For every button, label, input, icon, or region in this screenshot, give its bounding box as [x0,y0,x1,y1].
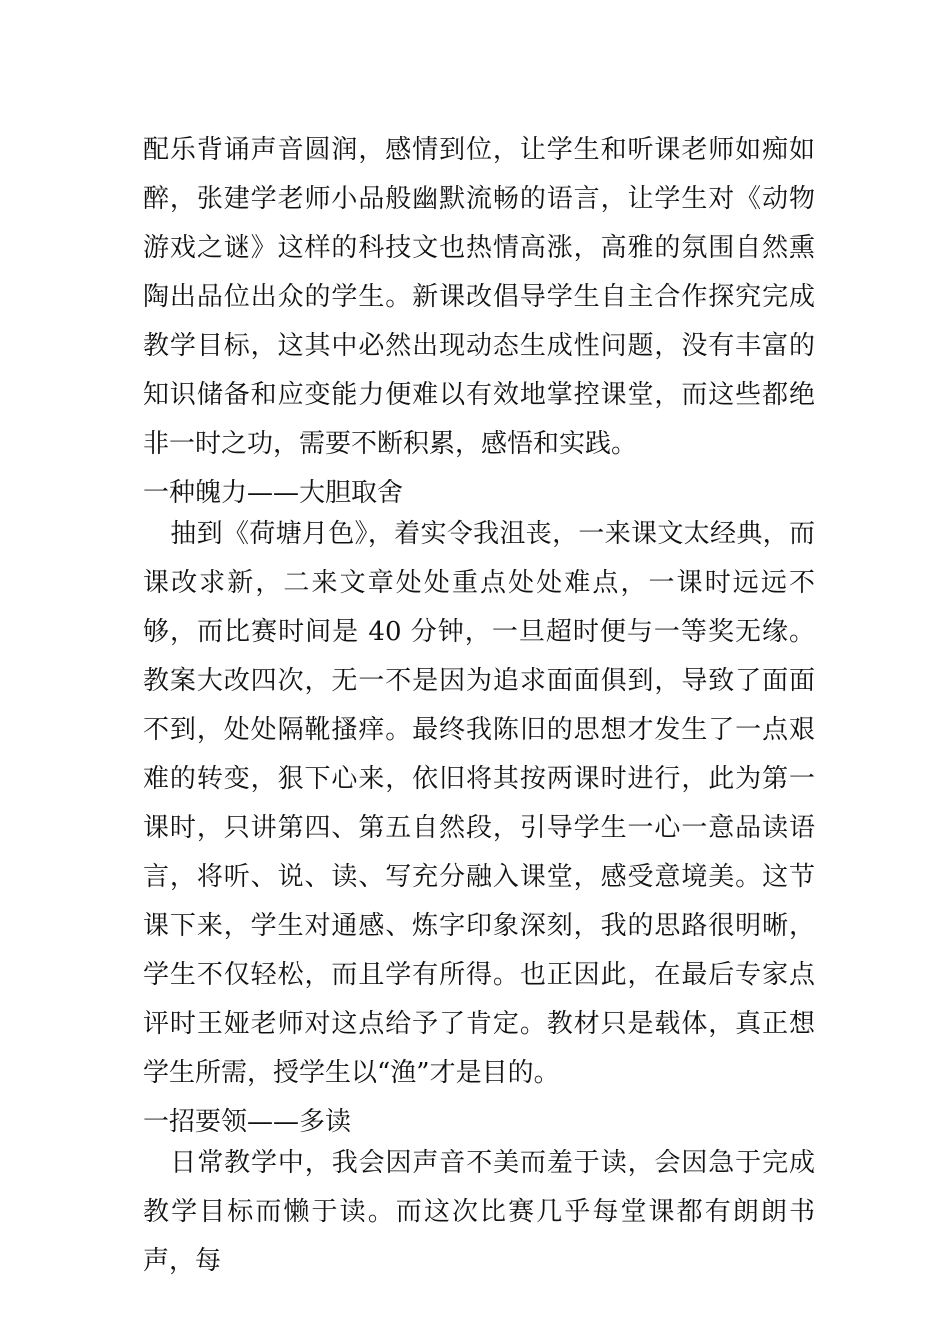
paragraph-daily-teaching: 日常教学中，我会因声音不美而羞于读，会因急于完成教学目标而懒于读。而这次比赛几乎每堂课都有朗朗书声，每 [143,1148,815,1276]
section-heading-courage: 一种魄力——大胆取舍 [143,478,404,508]
document-body [143,126,815,1286]
section-heading-read-more: 一招要领——多读 [143,1107,352,1137]
paragraph-intro: 配乐背诵声音圆润，感情到位，让学生和听课老师如痴如醉，张建学老师小品般幽默流畅的语言，让学生对《动物游戏之谜》这样的科技文也热情高涨，高雅的氛围自然熏陶出品位出众的学生。新课改倡导学生自主合作探究完成教学目标，这其中必然出现动态生成性问题，没有丰富的知识储备和应变能力便难以有效地掌控课堂，而这些都绝非一时之功，需要不断积累，感悟和实践。 [143,135,815,459]
paragraph-hetang-yuese: 抽到《荷塘月色》，着实令我沮丧，一来课文太经典，而课改求新，二来文章处处重点处处难点，一课时远远不够，而比赛时间是 40 分钟，一旦超时便与一等奖无缘。教案大改四次，无一不是因为追求面面俱到，导致了面面不到，处处隔靴搔痒。最终我陈旧的思想才发生了一点艰难的转变，狠下心来，依旧将其按两课时进行，此为第一课时，只讲第四、第五自然段，引导学生一心一意品读语言，将听、说、读、写充分融入课堂，感受意境美。这节课下来，学生对通感、炼字印象深刻，我的思路很明晰，学生不仅轻松，而且学有所得。也正因此，在最后专家点评时王娅老师对这点给予了肯定。教材只是载体，真正想学生所需，授学生以“渔”才是目的。 [143,519,815,1088]
